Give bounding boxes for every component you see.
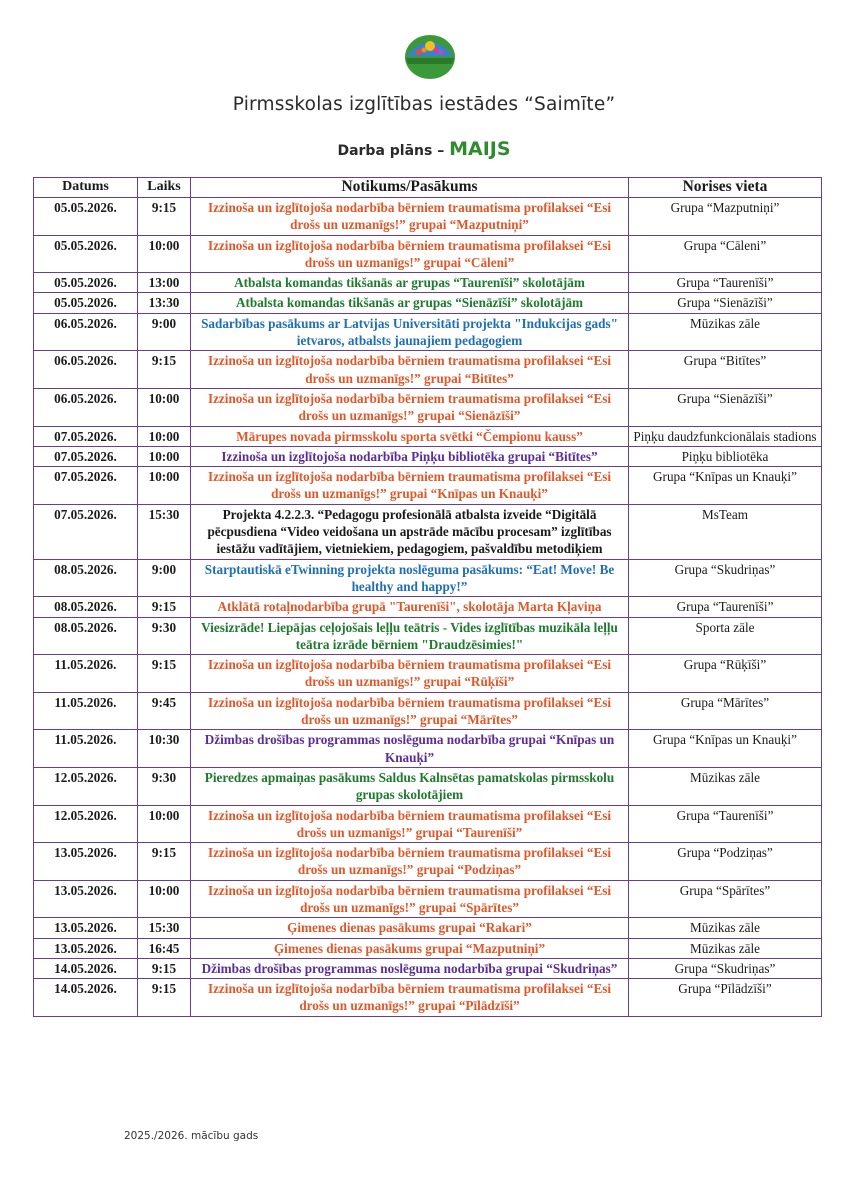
row-time: 9:00 <box>138 313 191 351</box>
row-place: Grupa “Rūķīši” <box>629 655 822 693</box>
table-row <box>34 313 822 351</box>
row-place: Grupa “Sienāzīši” <box>629 293 822 313</box>
row-place: Grupa “Bitītes” <box>629 351 822 389</box>
row-time: 10:00 <box>138 805 191 843</box>
table-row <box>34 938 822 958</box>
header-date: Datums <box>34 178 138 198</box>
row-date: 05.05.2026. <box>34 273 138 293</box>
row-place: Grupa “Skudriņas” <box>629 958 822 978</box>
row-date: 07.05.2026. <box>34 426 138 446</box>
row-place: Grupa “Podziņas” <box>629 843 822 881</box>
table-row <box>34 692 822 730</box>
row-time: 9:15 <box>138 958 191 978</box>
page-subtitle <box>0 138 848 160</box>
row-place: Grupa “Mārītes” <box>629 692 822 730</box>
table-row <box>34 805 822 843</box>
row-date: 08.05.2026. <box>34 617 138 655</box>
row-date: 13.05.2026. <box>34 880 138 918</box>
subtitle-prefix: Darba plāns – <box>337 143 450 159</box>
row-time: 9:30 <box>138 767 191 805</box>
row-time: 9:15 <box>138 597 191 617</box>
row-event: Sadarbības pasākums ar Latvijas Universitāti projekta "Indukcijas gads" ietvaros, atbalsts jaunajiem pedagogiem <box>191 313 629 351</box>
row-place: Piņķu daudzfunkcionālais stadions <box>629 426 822 446</box>
row-place: Grupa “Sienāzīši” <box>629 388 822 426</box>
row-date: 14.05.2026. <box>34 979 138 1017</box>
table-row <box>34 880 822 918</box>
schedule-table <box>33 177 822 1017</box>
row-place: Grupa “Taurenīši” <box>629 597 822 617</box>
row-place: Mūzikas zāle <box>629 918 822 938</box>
table-row <box>34 617 822 655</box>
row-event: Izzinoša un izglītojoša nodarbība bērniem traumatisma profilaksei “Esi drošs un uzmanīgs!” grupai “Taurenīši” <box>191 805 629 843</box>
row-date: 12.05.2026. <box>34 805 138 843</box>
row-event: Starptautiskā eTwinning projekta noslēguma pasākums: “Eat! Move! Be healthy and happy!” <box>191 559 629 597</box>
row-event: Izzinoša un izglītojoša nodarbība bērniem traumatisma profilaksei “Esi drošs un uzmanīgs!” grupai “Spārītes” <box>191 880 629 918</box>
row-place: Grupa “Cāleni” <box>629 235 822 273</box>
row-time: 10:00 <box>138 446 191 466</box>
row-date: 07.05.2026. <box>34 504 138 559</box>
row-event: Izzinoša un izglītojoša nodarbība bērniem traumatisma profilaksei “Esi drošs un uzmanīgs!” grupai “Mazputniņi” <box>191 198 629 236</box>
row-time: 10:00 <box>138 467 191 505</box>
row-place: Mūzikas zāle <box>629 767 822 805</box>
row-date: 08.05.2026. <box>34 559 138 597</box>
table-row <box>34 918 822 938</box>
row-date: 05.05.2026. <box>34 293 138 313</box>
row-place: Sporta zāle <box>629 617 822 655</box>
row-time: 9:30 <box>138 617 191 655</box>
subtitle-month: MAIJS <box>449 138 511 160</box>
row-place: Grupa “Taurenīši” <box>629 273 822 293</box>
saimite-logo <box>404 34 456 80</box>
row-date: 12.05.2026. <box>34 767 138 805</box>
row-event: Izzinoša un izglītojoša nodarbība Piņķu bibliotēka grupai “Bitītes” <box>191 446 629 466</box>
row-event: Izzinoša un izglītojoša nodarbība bērniem traumatisma profilaksei “Esi drošs un uzmanīgs!” grupai “Pīlādzīši” <box>191 979 629 1017</box>
row-date: 05.05.2026. <box>34 198 138 236</box>
row-time: 16:45 <box>138 938 191 958</box>
row-time: 9:15 <box>138 979 191 1017</box>
row-event: Ģimenes dienas pasākums grupai “Mazputniņi” <box>191 938 629 958</box>
row-time: 13:00 <box>138 273 191 293</box>
row-event: Izzinoša un izglītojoša nodarbība bērniem traumatisma profilaksei “Esi drošs un uzmanīgs!” grupai “Rūķīši” <box>191 655 629 693</box>
header-event: Notikums/Pasākums <box>191 178 629 198</box>
table-row <box>34 293 822 313</box>
row-event: Izzinoša un izglītojoša nodarbība bērniem traumatisma profilaksei “Esi drošs un uzmanīgs!” grupai “Sienāzīši” <box>191 388 629 426</box>
row-event: Džimbas drošības programmas noslēguma nodarbība grupai “Skudriņas” <box>191 958 629 978</box>
row-date: 11.05.2026. <box>34 730 138 768</box>
row-event: Izzinoša un izglītojoša nodarbība bērniem traumatisma profilaksei “Esi drošs un uzmanīgs!” grupai “Mārītes” <box>191 692 629 730</box>
row-time: 9:15 <box>138 655 191 693</box>
table-row <box>34 467 822 505</box>
row-date: 14.05.2026. <box>34 958 138 978</box>
row-date: 11.05.2026. <box>34 655 138 693</box>
row-place: Grupa “Knīpas un Knauķi” <box>629 730 822 768</box>
row-time: 9:00 <box>138 559 191 597</box>
row-time: 9:15 <box>138 843 191 881</box>
table-row <box>34 767 822 805</box>
row-time: 10:30 <box>138 730 191 768</box>
header-place: Norises vieta <box>629 178 822 198</box>
row-date: 05.05.2026. <box>34 235 138 273</box>
table-row <box>34 843 822 881</box>
header-time: Laiks <box>138 178 191 198</box>
table-row <box>34 426 822 446</box>
schedule-rows <box>34 198 822 1017</box>
row-event: Izzinoša un izglītojoša nodarbība bērniem traumatisma profilaksei “Esi drošs un uzmanīgs!” grupai “Podziņas” <box>191 843 629 881</box>
row-place: Grupa “Spārītes” <box>629 880 822 918</box>
row-place: Grupa “Pīlādzīši” <box>629 979 822 1017</box>
row-time: 15:30 <box>138 504 191 559</box>
row-date: 11.05.2026. <box>34 692 138 730</box>
row-time: 9:45 <box>138 692 191 730</box>
row-event: Atklātā rotaļnodarbība grupā "Taurenīši", skolotāja Marta Kļaviņa <box>191 597 629 617</box>
row-event: Izzinoša un izglītojoša nodarbība bērniem traumatisma profilaksei “Esi drošs un uzmanīgs!” grupai “Cāleni” <box>191 235 629 273</box>
row-event: Projekta 4.2.2.3. “Pedagogu profesionālā atbalsta izveide “Digitālā pēcpusdiena “Video veidošana un apstrāde mācību procesam” izglītības iestāžu vadītājiem, vietniekiem, pedagogiem, pašvaldību metodiķiem <box>191 504 629 559</box>
row-event: Izzinoša un izglītojoša nodarbība bērniem traumatisma profilaksei “Esi drošs un uzmanīgs!” grupai “Knīpas un Knauķi” <box>191 467 629 505</box>
row-place: MsTeam <box>629 504 822 559</box>
row-time: 9:15 <box>138 198 191 236</box>
row-place: Piņķu bibliotēka <box>629 446 822 466</box>
row-event: Viesizrāde! Liepājas ceļojošais leļļu teātris - Vides izglītības muzikāla leļļu teātra izrāde bērniem "Draudzēsimies!" <box>191 617 629 655</box>
row-place: Mūzikas zāle <box>629 313 822 351</box>
row-place: Grupa “Mazputniņi” <box>629 198 822 236</box>
row-event: Atbalsta komandas tikšanās ar grupas “Sienāzīši” skolotājām <box>191 293 629 313</box>
row-date: 13.05.2026. <box>34 918 138 938</box>
table-row <box>34 655 822 693</box>
row-date: 06.05.2026. <box>34 351 138 389</box>
row-time: 10:00 <box>138 235 191 273</box>
row-time: 9:15 <box>138 351 191 389</box>
table-row <box>34 597 822 617</box>
table-row <box>34 446 822 466</box>
table-row <box>34 730 822 768</box>
row-time: 13:30 <box>138 293 191 313</box>
row-event: Atbalsta komandas tikšanās ar grupas “Taurenīši” skolotājām <box>191 273 629 293</box>
row-event: Pieredzes apmaiņas pasākums Saldus Kalnsētas pamatskolas pirmsskolu grupas skolotājiem <box>191 767 629 805</box>
row-date: 07.05.2026. <box>34 467 138 505</box>
row-date: 13.05.2026. <box>34 843 138 881</box>
row-time: 10:00 <box>138 426 191 446</box>
table-row <box>34 958 822 978</box>
row-place: Grupa “Knīpas un Knauķi” <box>629 467 822 505</box>
page-title: Pirmsskolas izglītības iestādes “Saimīte” <box>232 94 616 115</box>
row-date: 06.05.2026. <box>34 388 138 426</box>
table-row <box>34 504 822 559</box>
row-time: 10:00 <box>138 388 191 426</box>
table-row <box>34 388 822 426</box>
row-place: Mūzikas zāle <box>629 938 822 958</box>
row-time: 15:30 <box>138 918 191 938</box>
row-event: Izzinoša un izglītojoša nodarbība bērniem traumatisma profilaksei “Esi drošs un uzmanīgs!” grupai “Bitītes” <box>191 351 629 389</box>
row-time: 10:00 <box>138 880 191 918</box>
table-row <box>34 235 822 273</box>
table-header-row <box>34 178 822 198</box>
row-event: Mārupes novada pirmsskolu sporta svētki “Čempionu kauss” <box>191 426 629 446</box>
school-year-footer: 2025./2026. mācību gads <box>124 1130 259 1142</box>
table-row <box>34 979 822 1017</box>
row-date: 06.05.2026. <box>34 313 138 351</box>
row-date: 07.05.2026. <box>34 446 138 466</box>
row-place: Grupa “Skudriņas” <box>629 559 822 597</box>
row-event: Ģimenes dienas pasākums grupai “Rakari” <box>191 918 629 938</box>
table-row <box>34 273 822 293</box>
row-date: 13.05.2026. <box>34 938 138 958</box>
table-row <box>34 198 822 236</box>
table-row <box>34 559 822 597</box>
row-event: Džimbas drošības programmas noslēguma nodarbība grupai “Knīpas un Knauķi” <box>191 730 629 768</box>
row-date: 08.05.2026. <box>34 597 138 617</box>
row-place: Grupa “Taurenīši” <box>629 805 822 843</box>
table-row <box>34 351 822 389</box>
